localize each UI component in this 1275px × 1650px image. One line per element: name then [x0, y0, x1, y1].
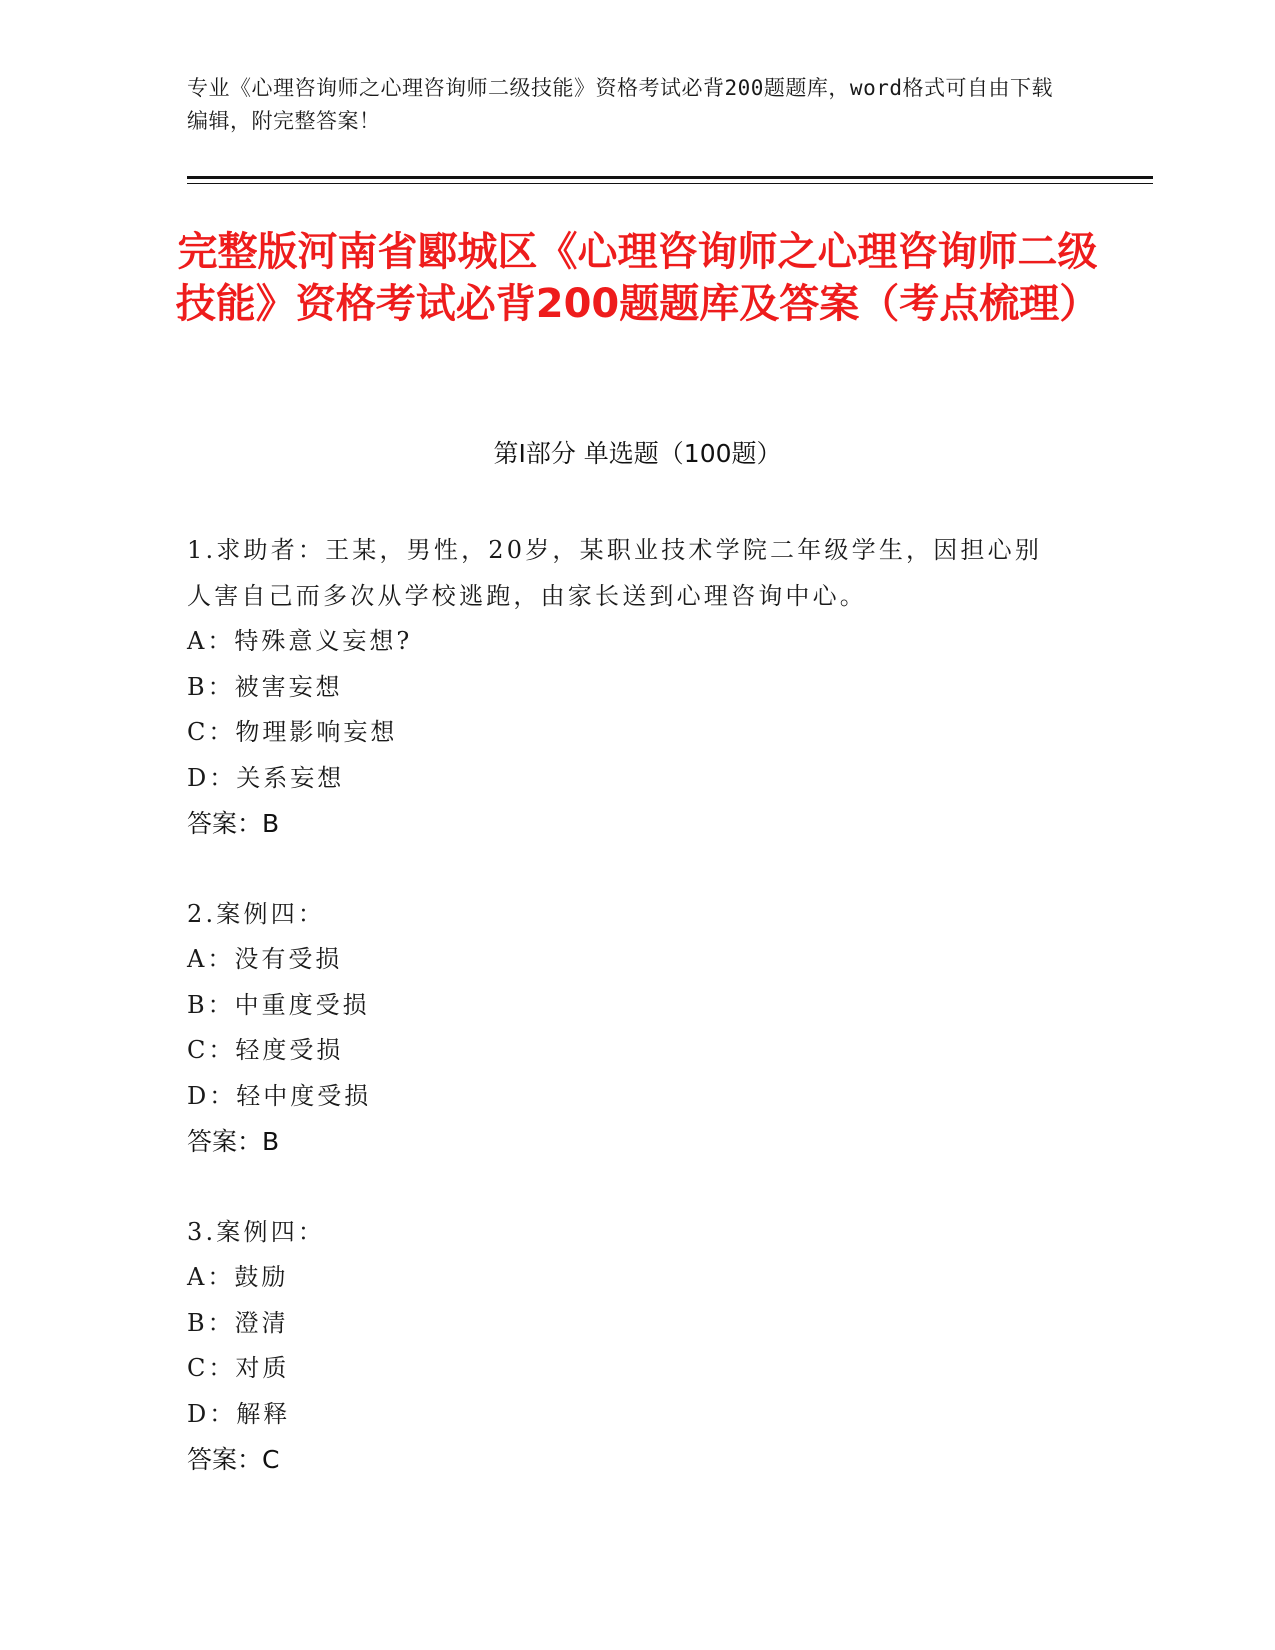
option-b: B：澄清	[187, 1308, 289, 1337]
question-2	[187, 892, 1067, 1165]
option-a: A：鼓励	[187, 1263, 289, 1291]
document-title: 完整版河南省郾城区《心理咨询师之心理咨询师二级技能》资格考试必背200题题库及答案（考点梳理）	[175, 229, 1100, 327]
question-1	[187, 528, 1067, 847]
option-c: C：轻度受损	[187, 1036, 344, 1064]
question-stem: 3.案例四：	[187, 1217, 326, 1246]
section-title: 第Ⅰ部分 单选题（100题）	[493, 439, 782, 468]
option-d: D：关系妄想	[187, 763, 345, 792]
header-rule-thick	[187, 176, 1153, 179]
option-a: A：没有受损	[187, 945, 343, 973]
option-c: C：物理影响妄想	[187, 718, 398, 746]
header-rule-thin	[187, 183, 1153, 184]
answer: 答案：B	[187, 809, 280, 838]
question-stem: 2.案例四：	[187, 899, 326, 928]
option-b: B：被害妄想	[187, 672, 343, 701]
header-note: 专业《心理咨询师之心理咨询师二级技能》资格考试必背200题题库，word格式可自由下载编辑，附完整答案！	[187, 76, 1053, 133]
option-a: A：特殊意义妄想?	[187, 627, 413, 655]
option-c: C：对质	[187, 1354, 290, 1382]
question-stem: 1.求助者：王某，男性，20岁，某职业技术学院二年级学生，因担心别人害自己而多次从学校逃跑，由家长送到心理咨询中心。	[187, 536, 1043, 610]
option-b: B：中重度受损	[187, 990, 370, 1019]
question-3	[187, 1210, 1067, 1483]
option-d: D：解释	[187, 1399, 291, 1428]
option-d: D：轻中度受损	[187, 1081, 372, 1110]
answer: 答案：B	[187, 1127, 280, 1156]
answer: 答案：C	[187, 1445, 280, 1474]
question-list	[187, 528, 1067, 1528]
